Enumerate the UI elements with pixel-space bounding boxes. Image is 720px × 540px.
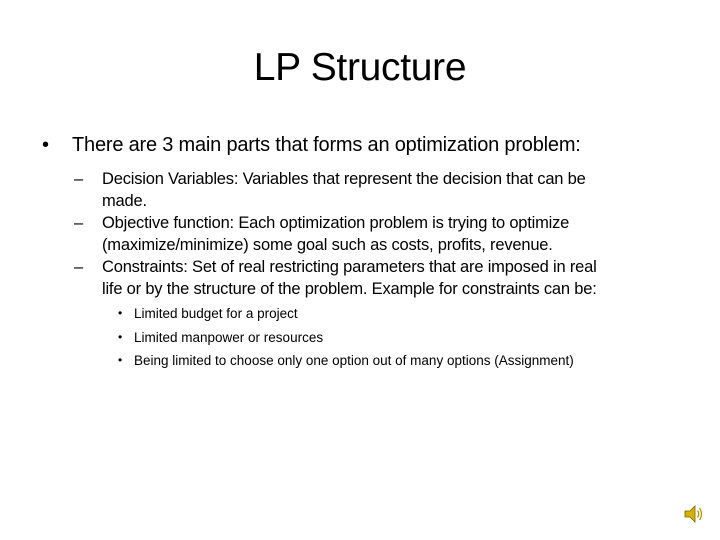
dot-marker: • xyxy=(118,353,123,367)
dot-marker: • xyxy=(118,329,123,344)
sub-item-constraints xyxy=(36,256,696,300)
sub-item-line: made. xyxy=(102,192,147,210)
main-bullet xyxy=(36,128,696,162)
sub-item-line: Constraints: Set of real restricting parameters that are imposed in real xyxy=(102,258,597,276)
sub-item-line: life or by the structure of the problem. Example for constraints can be: xyxy=(102,280,597,298)
constraint-example-item xyxy=(36,326,696,350)
sub-item-line: Decision Variables: Variables that represent the decision that can be xyxy=(102,170,586,188)
constraint-example-item xyxy=(36,349,696,373)
sub-item-line: Objective function: Each optimization problem is trying to optimize xyxy=(102,214,570,232)
sub-item-line: (maximize/minimize) some goal such as costs, profits, revenue. xyxy=(102,236,553,254)
sub-item-objective-function xyxy=(36,212,696,256)
constraint-example-item xyxy=(36,302,696,326)
slide-title: LP Structure xyxy=(253,46,467,89)
dash-marker: – xyxy=(74,258,83,276)
sub-item-decision-variables xyxy=(36,168,696,212)
dash-marker: – xyxy=(74,170,83,188)
constraint-example-text: Limited manpower or resources xyxy=(134,329,324,345)
main-bullet-text: There are 3 main parts that forms an optimization problem: xyxy=(72,134,581,156)
dot-marker: • xyxy=(118,306,123,320)
constraint-example-list xyxy=(36,302,696,373)
sub-item-list xyxy=(36,168,696,300)
dash-marker: – xyxy=(74,214,83,232)
speaker-icon-graphic xyxy=(682,502,706,526)
slide-content xyxy=(36,128,696,373)
speaker-icon[interactable] xyxy=(682,502,706,526)
bullet-marker: • xyxy=(42,134,49,156)
constraint-example-text: Being limited to choose only one option out of many options (Assignment) xyxy=(134,353,574,368)
constraint-example-text: Limited budget for a project xyxy=(134,306,298,321)
